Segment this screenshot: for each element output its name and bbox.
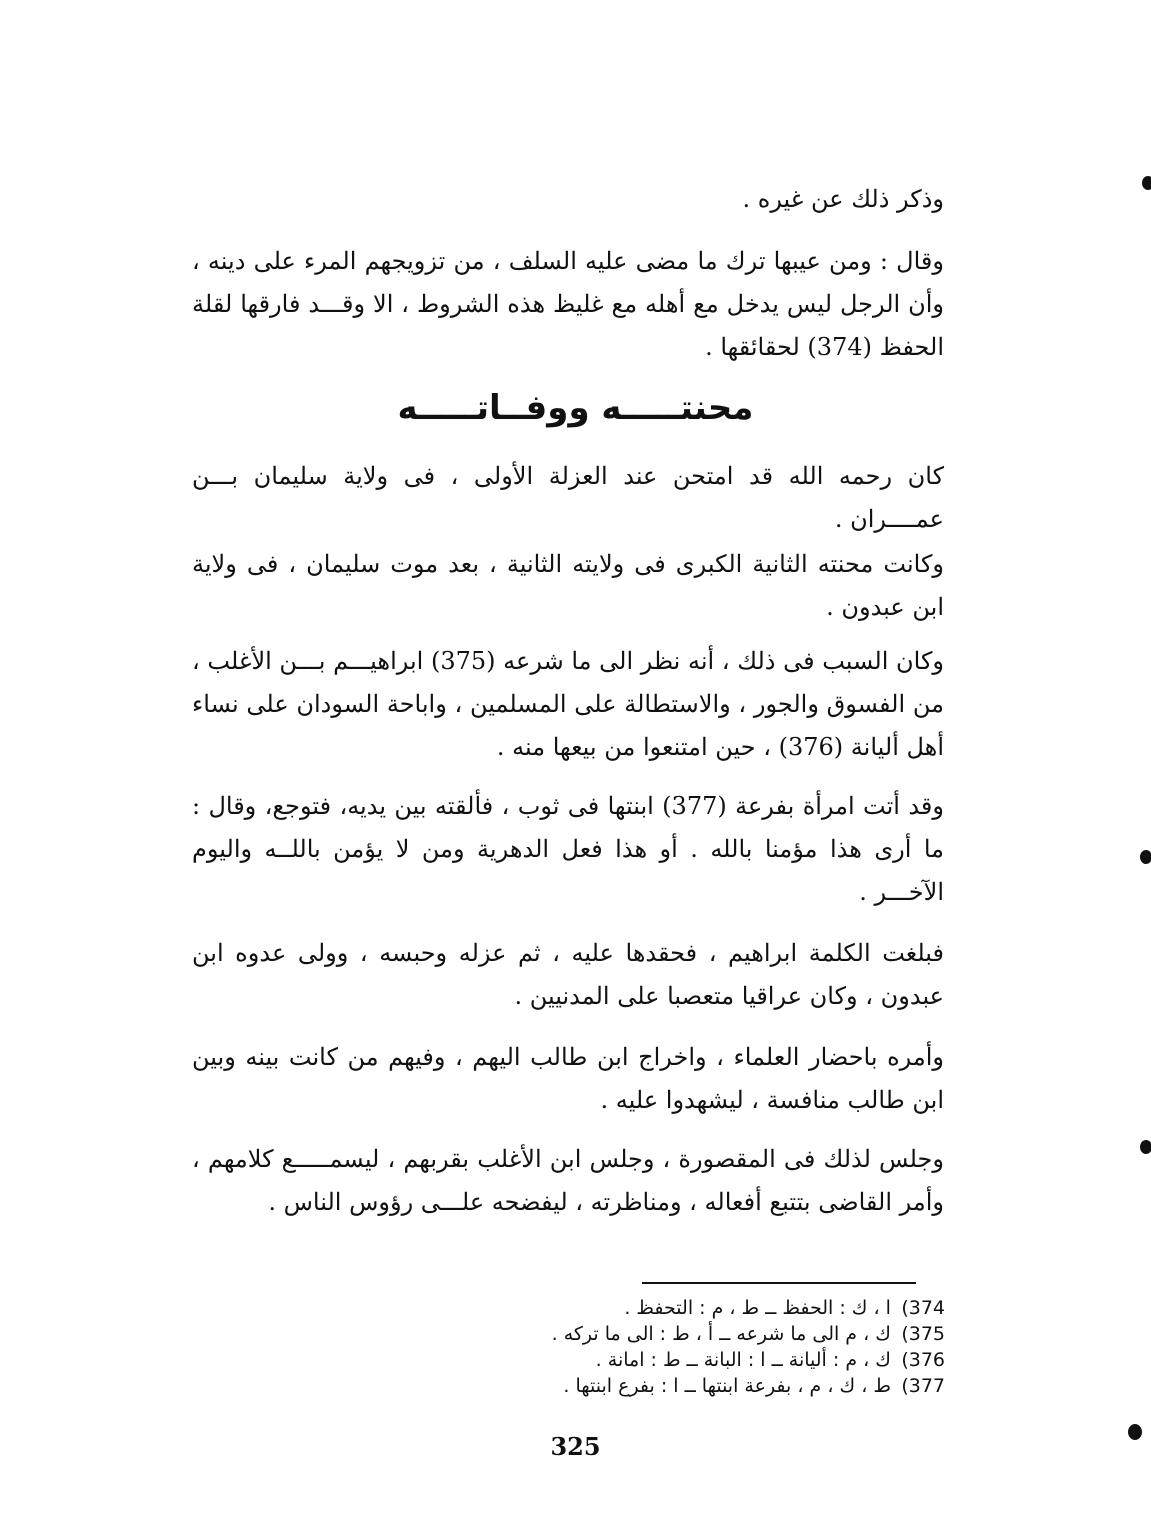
footnote-376 [440, 1349, 945, 1372]
footnote-text: ك ، م : أليانة ــ ا : البانة ــ ط : امانة . [595, 1349, 891, 1371]
paragraph-4: وكانت محنته الثانية الكبرى فى ولايته الثانية ، بعد موت سليمان ، فى ولاية ابن عبدون . [192, 550, 944, 621]
binding-hole-mark [1140, 1140, 1151, 1154]
footnote-text: ا ، ك : الحفظ ــ ط ، م : التحفظ . [624, 1297, 891, 1319]
binding-hole-mark [1128, 1424, 1142, 1440]
binding-hole-mark [1140, 850, 1151, 864]
paragraph-9: وجلس لذلك فى المقصورة ، وجلس ابن الأغلب بقربهم ، ليسمـــــع كلامهم ، وأمر القاضى بتتبع أفعاله ، ومناظرته ، ليفضحه علـــى رؤوس الناس . [192, 1145, 944, 1216]
footnote-375 [440, 1323, 945, 1346]
footnote-374 [440, 1297, 945, 1320]
paragraph-1: وذكر ذلك عن غيره . [742, 185, 944, 213]
footnote-text: ط ، ك ، م ، بفرعة ابنتها ــ ا : بفرع ابنتها . [563, 1375, 891, 1397]
paragraph-2: وقال : ومن عيبها ترك ما مضى عليه السلف ، من تزويجهم المرء على دينه ، وأن الرجل ليس يدخل مع أهله مع غليظ هذه الشروط ، الا وقـــد فارقها لقلة الحفظ (374) لحقائقها . [192, 247, 944, 361]
footnote-number: 374) [901, 1297, 945, 1319]
footnote-divider [642, 1282, 916, 1284]
footnote-text: ك ، م الى ما شرعه ــ أ ، ط : الى ما تركه . [551, 1323, 891, 1345]
footnote-377 [440, 1375, 945, 1398]
paragraph-5: وكان السبب فى ذلك ، أنه نظر الى ما شرعه (375) ابراهيـــم بـــن الأغلب ، من الفسوق والجور ، والاستطالة على المسلمين ، واباحة السودان على نساء أهل أليانة (376) ، حين امتنعوا من بيعها منه . [192, 647, 944, 761]
paragraph-6: وقد أتت امرأة بفرعة (377) ابنتها فى ثوب ، فألقته بين يديه، فتوجع، وقال : ما أرى هذا مؤمنا بالله . أو هذا فعل الدهرية ومن لا يؤمن باللــه واليوم الآخـــر . [192, 792, 944, 906]
footnote-number: 377) [901, 1375, 945, 1397]
page-number: 325 [550, 1432, 601, 1461]
binding-hole-mark [1142, 176, 1151, 190]
footnote-number: 375) [901, 1323, 945, 1345]
paragraph-3: كان رحمه الله قد امتحن عند العزلة الأولى ، فى ولاية سليمان بـــن عمــــران . [192, 462, 944, 533]
paragraph-8: وأمره باحضار العلماء ، واخراج ابن طالب اليهم ، وفيهم من كانت بينه وبين ابن طالب منافسة ، ليشهدوا عليه . [192, 1043, 944, 1114]
section-heading: محنتـــــه ووفــاتـــــه [397, 388, 754, 428]
footnote-number: 376) [901, 1349, 945, 1371]
paragraph-7: فبلغت الكلمة ابراهيم ، فحقدها عليه ، ثم عزله وحبسه ، وولى عدوه ابن عبدون ، وكان عراقيا متعصبا على المدنيين . [192, 939, 944, 1010]
